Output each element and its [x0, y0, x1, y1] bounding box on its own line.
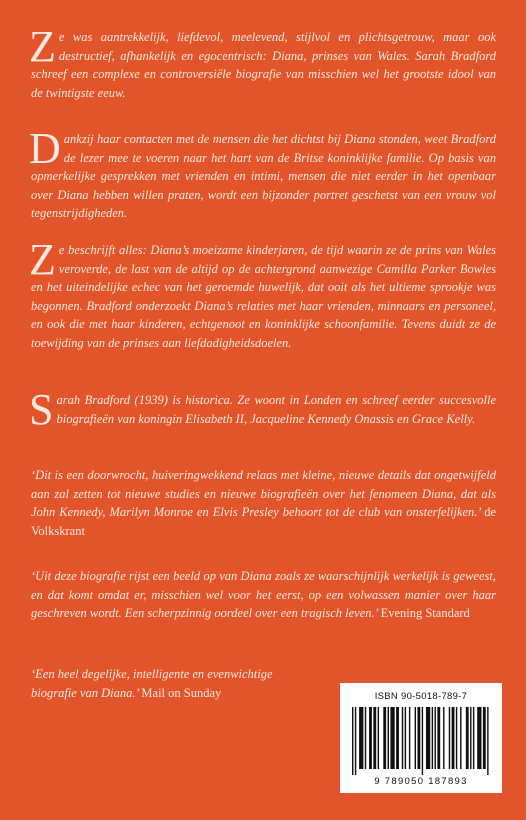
drop-cap: Z: [29, 22, 56, 71]
paragraph-text: ankzij haar contacten met de mensen die het dichtst bij Diana stonden, weet Bradford de lezer mee te voeren naar het hart van de Britse koninklijke familie. Op basis van opmerkelijke gesprekken met vrienden en intimi, mensen die niet eerder in het openbaar over Diana hebben willen praten, wordt een bijzonder portret geschetst van een vrouw vol tegenstrijdigheden.: [31, 132, 496, 221]
contents-paragraph: [29, 235, 496, 353]
review-quote: [31, 665, 291, 702]
review-quote: [31, 567, 496, 623]
paragraph-text: arah Bradford (1939) is historica. Ze woont in Londen en schreef eerder succesvolle biografieën van koningin Elisabeth II, Jacqueline Kennedy Onassis en Grace Kelly.: [56, 393, 496, 426]
review-quote: [31, 466, 496, 540]
paragraph-text: e beschrijft alles: Diana’s moeizame kinderjaren, de tijd waarin ze de prins van Wales veroverde, de last van de altijd op de achtergrond aanwezige Camilla Parker Bowles en het uiteindelijke echec van het geroemde huwelijk, dat ooit als het ultieme sprookje was begonnen. Bradford onderzoekt Diana’s relaties met haar vrienden, minnaars en personeel, en ook die met haar kinderen, echtgenoot en koninklijke schoonfamilie. Tevens duidt ze de toewijding van de prinses aan liefdadigheidsdoelen.: [31, 243, 496, 350]
quote-text: ‘Dit is een doorwrocht, huiveringwekkend relaas met kleine, nieuwe details dat ongetwijfeld aan zal zetten tot nieuwe studies en nieuwe biografieën over het fenomeen Diana, dat als John Kennedy, Marilyn Monroe en Elvis Presley behoort tot de club van onsterfelijken.’: [31, 468, 496, 520]
quote-text: ‘Uit deze biografie rijst een beeld op van Diana zoals ze waarschijnlijk werkelijk is geweest, en dat komt omdat er, misschien wel voor het eerst, op een volwassen manier over haar geschreven wordt. Een scherpzinnig oordeel over een tragisch leven.’: [31, 569, 496, 621]
drop-cap: S: [29, 385, 54, 434]
author-paragraph: [29, 385, 496, 434]
quote-text: ‘Een heel degelijke, intelligente en evenwichtige biografie van Diana.’: [31, 667, 273, 700]
barcode-icon: [350, 707, 492, 775]
drop-cap: D: [29, 124, 61, 173]
drop-cap: Z: [29, 235, 56, 284]
barcode-number: 9 789050 187893: [374, 776, 468, 787]
quote-source: Evening Standard: [380, 606, 470, 621]
paragraph-text: e was aantrekkelijk, liefdevol, meelevend, stijlvol en plichtsgetrouw, maar ook destructief, afhankelijk en egocentrisch: Diana, prinses van Wales. Sarah Bradford schreef een complexe en controversiële biografie van misschien wel het grootste idool van de twintigste eeuw.: [31, 30, 496, 100]
quote-source: Mail on Sunday: [141, 685, 222, 700]
quote-source: de Volkskrant: [31, 505, 497, 538]
contacts-paragraph: [29, 124, 496, 223]
isbn-label: ISBN 90-5018-789-7: [374, 691, 468, 702]
intro-paragraph: [29, 22, 496, 102]
barcode-panel: [340, 683, 502, 793]
